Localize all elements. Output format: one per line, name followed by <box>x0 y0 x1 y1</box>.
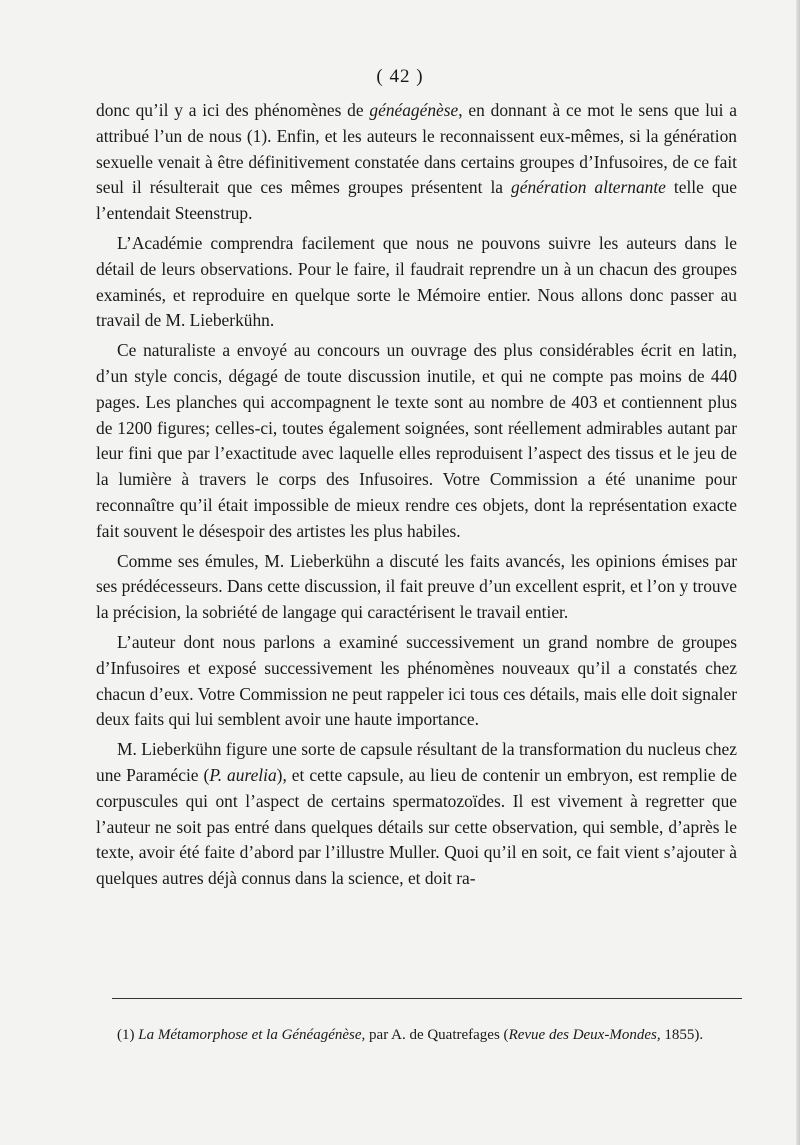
footnote-author: par A. de Quatrefages ( <box>365 1027 509 1043</box>
term-generation-alternante: génération alternante <box>511 177 666 198</box>
footnote-rule <box>112 998 742 999</box>
footnote-year: 1855). <box>660 1027 704 1043</box>
paragraph-6-text-b: ), et cette capsule, au lieu de contenir un embryon, est remplie de corpuscules qui ont l’aspect de certains spermatozoïdes. Il est vivement à regretter que l’auteur ne soit pas entré dans quelques détails sur cette observation, qui semble, d’après le texte, avoir été faite d’abord par l’illustre Muller. Quoi qu’il en soit, ce fait vient s’ajouter à quelques autres déjà connus dans la science, et doit ra- <box>96 764 737 889</box>
paragraph-1-text-c: telle que l’entendait Steenstrup. <box>96 177 737 224</box>
footnote-journal: Revue des Deux-Mondes, <box>508 1027 661 1043</box>
term-geneagenese: généagénèse <box>369 100 459 120</box>
paragraph-1-text-b: , en donnant à ce mot le sens que lui a attribué l’un de nous (1). Enfin, et les auteurs le reconnaissent eux-mêmes, si la génération sexuelle venait à être définitivement constatée dans certains groupes d’Infusoires, de ce fait seul il résulterait que ces mêmes groupes présentent la <box>96 100 737 198</box>
page-number: ( 42 ) <box>376 66 424 87</box>
scan-edge <box>796 0 800 1145</box>
paragraph-1 <box>96 98 737 227</box>
footnote <box>96 1024 737 1046</box>
paragraph-1-text-a: donc qu’il y a ici des phénomènes de <box>96 100 370 120</box>
body-text <box>96 98 737 896</box>
paragraph-3: Ce naturaliste a envoyé au concours un ouvrage des plus considérables écrit en latin, d’un style concis, dégagé de toute discussion inutile, et qui ne compte pas moins de 440 pages. Les planches qui accompagnent le texte sont au nombre de 403 et contiennent plus de 1200 figures; celles-ci, toutes également soignées, sont réellement admirables autant par leur fini que par l’exactitude avec laquelle elles reproduisent l’aspect des tissus et le jeu de la lumière à travers le corps des Infusoires. Votre Commission a été unanime pour reconnaître qu’il était impossible de mieux rendre ces objets, dont la représentation exacte fait souvent le désespoir des artistes les plus habiles. <box>96 340 737 541</box>
paragraph-2: L’Académie comprendra facilement que nous ne pouvons suivre les auteurs dans le détail de leurs observations. Pour le faire, il faudrait reprendre un à un chacun des groupes examinés, et reproduire en quelque sorte le Mémoire entier. Nous allons donc passer au travail de M. Lieberkühn. <box>96 232 737 331</box>
term-p-aurelia: P. aurelia <box>209 764 277 785</box>
paragraph-5: L’auteur dont nous parlons a examiné successivement un grand nombre de groupes d’Infusoires et exposé successivement les phénomènes nouveaux qu’il a constatés chez chacun d’eux. Votre Commission ne peut rappeler ici tous ces détails, mais elle doit signaler deux faits qui lui semblent avoir une haute importance. <box>96 631 737 730</box>
footnote-title: La Métamorphose et la Généagénèse, <box>138 1027 366 1043</box>
paragraph-6-text-a: M. Lieberkühn figure une sorte de capsule résultant de la transformation du nucleus chez une Paramécie ( <box>96 739 737 785</box>
paragraph-4: Comme ses émules, M. Lieberkühn a discuté les faits avancés, les opinions émises par ses prédécesseurs. Dans cette discussion, il fait preuve d’un excellent esprit, et l’on y trouve la précision, la sobriété de langage qui caractérisent le travail entier. <box>96 550 737 623</box>
paragraph-6 <box>96 737 737 892</box>
footnote-marker: (1) <box>117 1027 139 1043</box>
